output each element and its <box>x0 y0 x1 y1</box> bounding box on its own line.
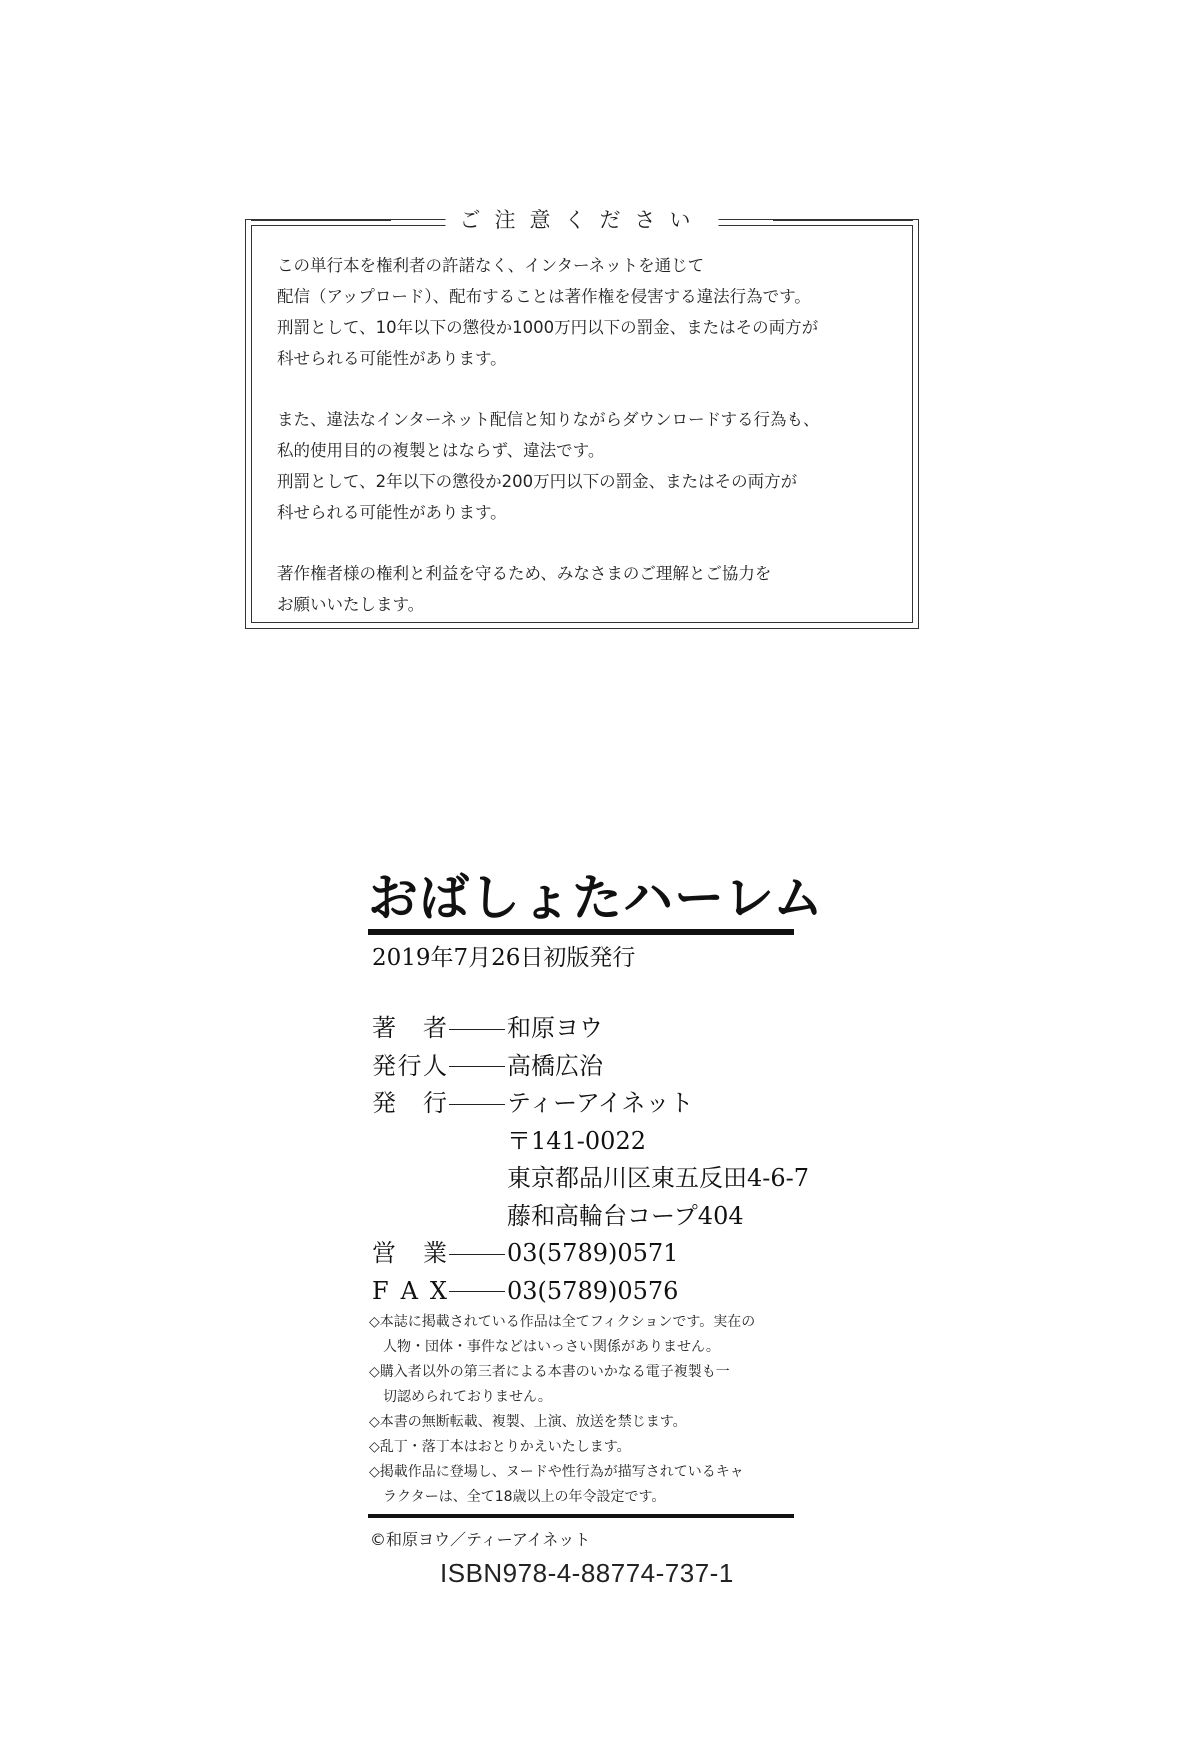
notice-line: 科せられる可能性があります。 <box>277 349 507 368</box>
credit-value: ティーアイネット <box>507 1089 694 1117</box>
publication-date: 2019年7月26日初版発行 <box>372 945 636 971</box>
credit-dash <box>447 1273 507 1311</box>
credit-value: 和原ヨウ <box>507 1014 603 1042</box>
notice-title: ご注意ください <box>446 204 719 234</box>
notes-block <box>369 1310 799 1510</box>
credit-value: 高橋広治 <box>507 1051 603 1080</box>
note-line: 切認められておりません。 <box>383 1389 552 1405</box>
credit-label: 著 者 <box>372 1014 447 1042</box>
notice-line: この単行本を権利者の許諾なく、インターネットを通じて <box>277 256 705 275</box>
credit-label: 発行人 <box>372 1051 447 1080</box>
notice-body <box>277 250 897 620</box>
notice-line: 配信（アップロード）、配布することは著作権を侵害する違法行為です。 <box>277 287 811 306</box>
credits-block <box>372 1010 809 1310</box>
title-rule-right <box>773 220 913 226</box>
contact-row-fax <box>372 1273 809 1311</box>
address-line: 東京都品川区東五反田4-6-7 <box>507 1164 810 1192</box>
note-line: ◇掲載作品に登場し、ヌードや性行為が描写されているキャ <box>369 1464 744 1480</box>
note-line: ◇本誌に掲載されている作品は全てフィクションです。実在の <box>369 1314 756 1330</box>
credit-dash <box>447 1048 507 1086</box>
bottom-rule <box>368 1514 794 1518</box>
note-line: ラクターは、全て18歳以上の年令設定です。 <box>383 1489 666 1505</box>
notice-line: また、違法なインターネット配信と知りながらダウンロードする行為も、 <box>277 410 820 429</box>
credit-row-publisher <box>372 1085 809 1123</box>
contact-label: 営 業 <box>372 1239 447 1267</box>
note-line: ◇購入者以外の第三者による本書のいかなる電子複製も一 <box>369 1364 730 1380</box>
notice-line: 私的使用目的の複製とはならず、違法です。 <box>277 441 605 460</box>
note-line: 人物・団体・事件などはいっさい関係がありません。 <box>383 1339 720 1355</box>
title-rule-left <box>251 220 391 226</box>
address-line: 藤和高輪台コープ404 <box>507 1201 744 1230</box>
title-rule <box>368 929 794 935</box>
notice-line: 著作権者様の権利と利益を守るため、みなさまのご理解とご協力を <box>277 564 772 583</box>
credit-dash <box>447 1235 507 1273</box>
note-line: ◇乱丁・落丁本はおとりかえいたします。 <box>369 1439 631 1455</box>
contact-row-sales <box>372 1235 809 1273</box>
contact-value: 03(5789)0571 <box>507 1239 679 1267</box>
note-line: ◇本書の無断転載、複製、上演、放送を禁じます。 <box>369 1414 687 1430</box>
credit-dash <box>447 1085 507 1123</box>
address-line: 〒141-0022 <box>507 1126 646 1155</box>
contact-label: F A X <box>372 1276 447 1305</box>
notice-line: お願いいたします。 <box>277 595 425 614</box>
credit-row-author <box>372 1010 809 1048</box>
copyright-line: ©和原ヨウ／ティーアイネット <box>370 1530 591 1549</box>
book-title: おばしょたハーレム <box>368 869 824 927</box>
credit-row-publisher-person <box>372 1048 809 1086</box>
credit-dash <box>447 1010 507 1048</box>
contact-value: 03(5789)0576 <box>507 1276 679 1305</box>
notice-line: 刑罰として、10年以下の懲役か1000万円以下の罰金、またはその両方が <box>277 318 819 337</box>
notice-line: 刑罰として、2年以下の懲役か200万円以下の罰金、またはその両方が <box>277 472 798 491</box>
notice-line: 科せられる可能性があります。 <box>277 503 507 522</box>
copyright-notice-box <box>245 208 919 629</box>
credit-label: 発 行 <box>372 1089 447 1117</box>
isbn: ISBN978-4-88774-737-1 <box>440 1558 734 1588</box>
